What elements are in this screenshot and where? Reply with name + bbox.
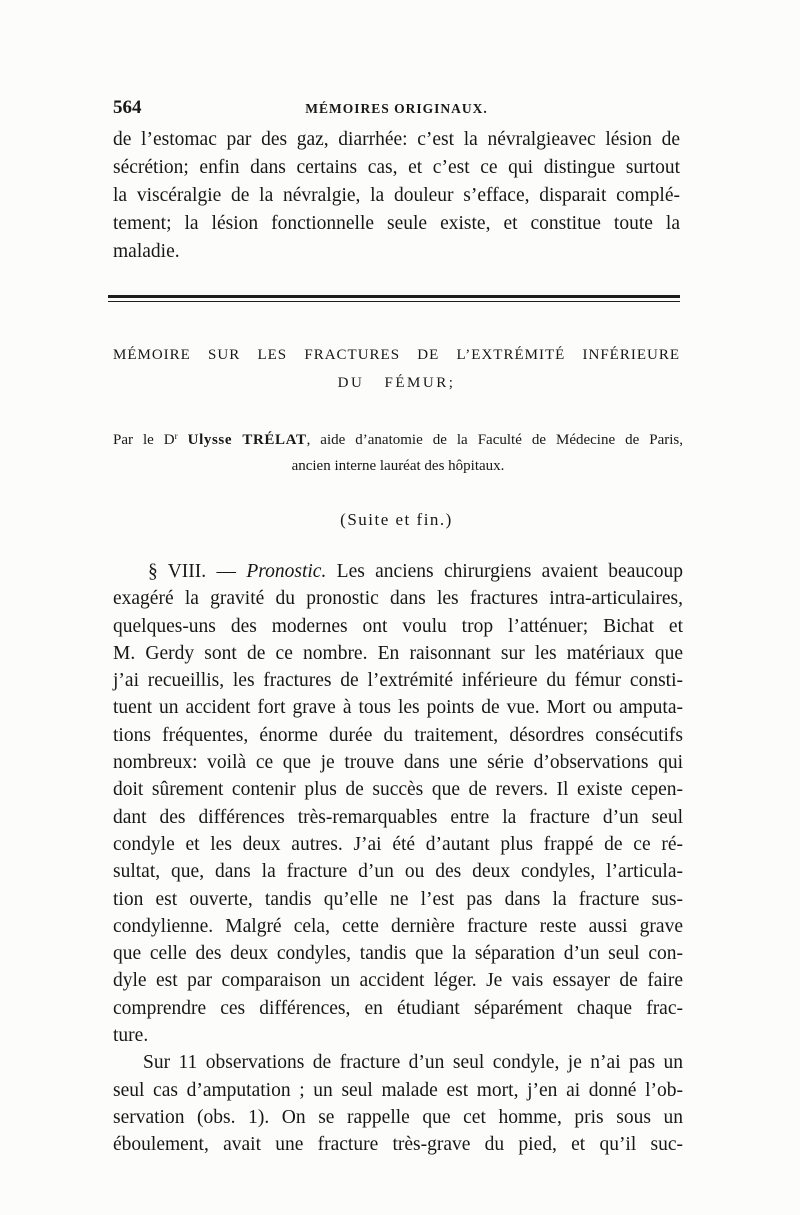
author-affiliation: , aide d’anatomie de la Faculté de Médecine de Paris,: [306, 432, 684, 448]
text-line: dant des différences très-remarquables entre la fracture d’un seul: [113, 806, 683, 828]
text-line: exagéré la gravité du pronostic dans les fractures intra-articulaires,: [113, 588, 683, 610]
separator-rule-thick: [108, 295, 680, 298]
text-line: Sur 11 observations de fracture d’un seul condyle, je n’ai pas un: [143, 1052, 683, 1074]
text-line: comprendre ces différences, en étudiant séparément chaque frac-: [113, 997, 683, 1019]
text-line: sultat, que, dans la fracture d’un ou des deux condyles, l’articula-: [113, 861, 683, 883]
continuation-paragraph: [113, 126, 680, 266]
text-line: maladie.: [113, 241, 180, 262]
page-number: 564: [113, 97, 142, 118]
running-head: [113, 96, 680, 120]
text-line: condyle et les deux autres. J’ai été d’autant plus frappé de ce ré-: [113, 833, 683, 855]
text-line: tement; la lésion fonctionnelle seule existe, et constitue toute la: [113, 213, 680, 234]
byline-line-2: ancien interne lauréat des hôpitaux.: [291, 458, 505, 474]
section-heading: Pronostic.: [246, 561, 327, 582]
title-line: DU FÉMUR;: [337, 375, 456, 391]
text-line: condylienne. Malgré cela, cette dernière fracture reste aussi grave: [113, 915, 683, 937]
byline-title-suffix: r: [174, 431, 178, 441]
text-line: la viscéralgie de la névralgie, la douleur s’efface, disparait complé-: [113, 185, 680, 206]
continued-note: (Suite et fin.): [340, 510, 453, 529]
text-line: M. Gerdy sont de ce nombre. En raisonnant sur les matériaux que: [113, 642, 683, 664]
byline-line: [113, 427, 683, 453]
text-line: ture.: [113, 1025, 149, 1047]
text-line: tions fréquentes, énorme durée du traitement, désordres consécutifs: [113, 724, 683, 746]
title-line: MÉMOIRE SUR LES FRACTURES DE L’EXTRÉMITÉ INFÉRIEURE: [113, 347, 680, 363]
text-line: éboulement, avait une fracture très-grave du pied, et qu’il suc-: [113, 1134, 683, 1156]
article-title: [113, 341, 680, 397]
text-line: que celle des deux condyles, tandis que la séparation d’un seul con-: [113, 943, 683, 965]
section-marker: § VIII. —: [148, 561, 247, 582]
text-line: servation (obs. 1). On se rappelle que cet homme, pris sous un: [113, 1106, 683, 1128]
text-line: sécrétion; enfin dans certains cas, et c’est ce qui distingue surtout: [113, 157, 680, 178]
text-line: [113, 558, 683, 585]
text-line: tion est ouverte, tandis qu’elle ne l’est pas dans la fracture sus-: [113, 888, 683, 910]
text-line: de l’estomac par des gaz, diarrhée: c’est la névralgieavec lésion de: [113, 129, 680, 150]
separator-rule-thin: [108, 301, 680, 302]
text-line: tuent un accident fort grave à tous les points de vue. Mort ou amputa-: [113, 697, 683, 719]
byline: [113, 427, 683, 479]
text-line: doit sûrement contenir plus de succès que de revers. Il existe cepen-: [113, 779, 683, 801]
byline-prefix: Par le D: [113, 432, 175, 448]
running-title: MÉMOIRES ORIGINAUX.: [305, 101, 488, 116]
text-line: quelques-uns des modernes ont voulu trop l’atténuer; Bichat et: [113, 615, 683, 637]
text-line: dyle est par comparaison un accident léger. Je vais essayer de faire: [113, 970, 683, 992]
text-span: Les anciens chirurgiens avaient beaucoup: [326, 561, 683, 582]
text-line: j’ai recueillis, les fractures de l’extrémité inférieure du fémur consti-: [113, 670, 683, 692]
author-name: Ulysse TRÉLAT: [187, 432, 307, 448]
text-line: nombreux: voilà ce que je trouve dans une série d’observations qui: [113, 752, 683, 774]
text-line: seul cas d’amputation ; un seul malade est mort, j’en ai donné l’ob-: [113, 1079, 683, 1101]
article-body: [113, 558, 683, 1159]
